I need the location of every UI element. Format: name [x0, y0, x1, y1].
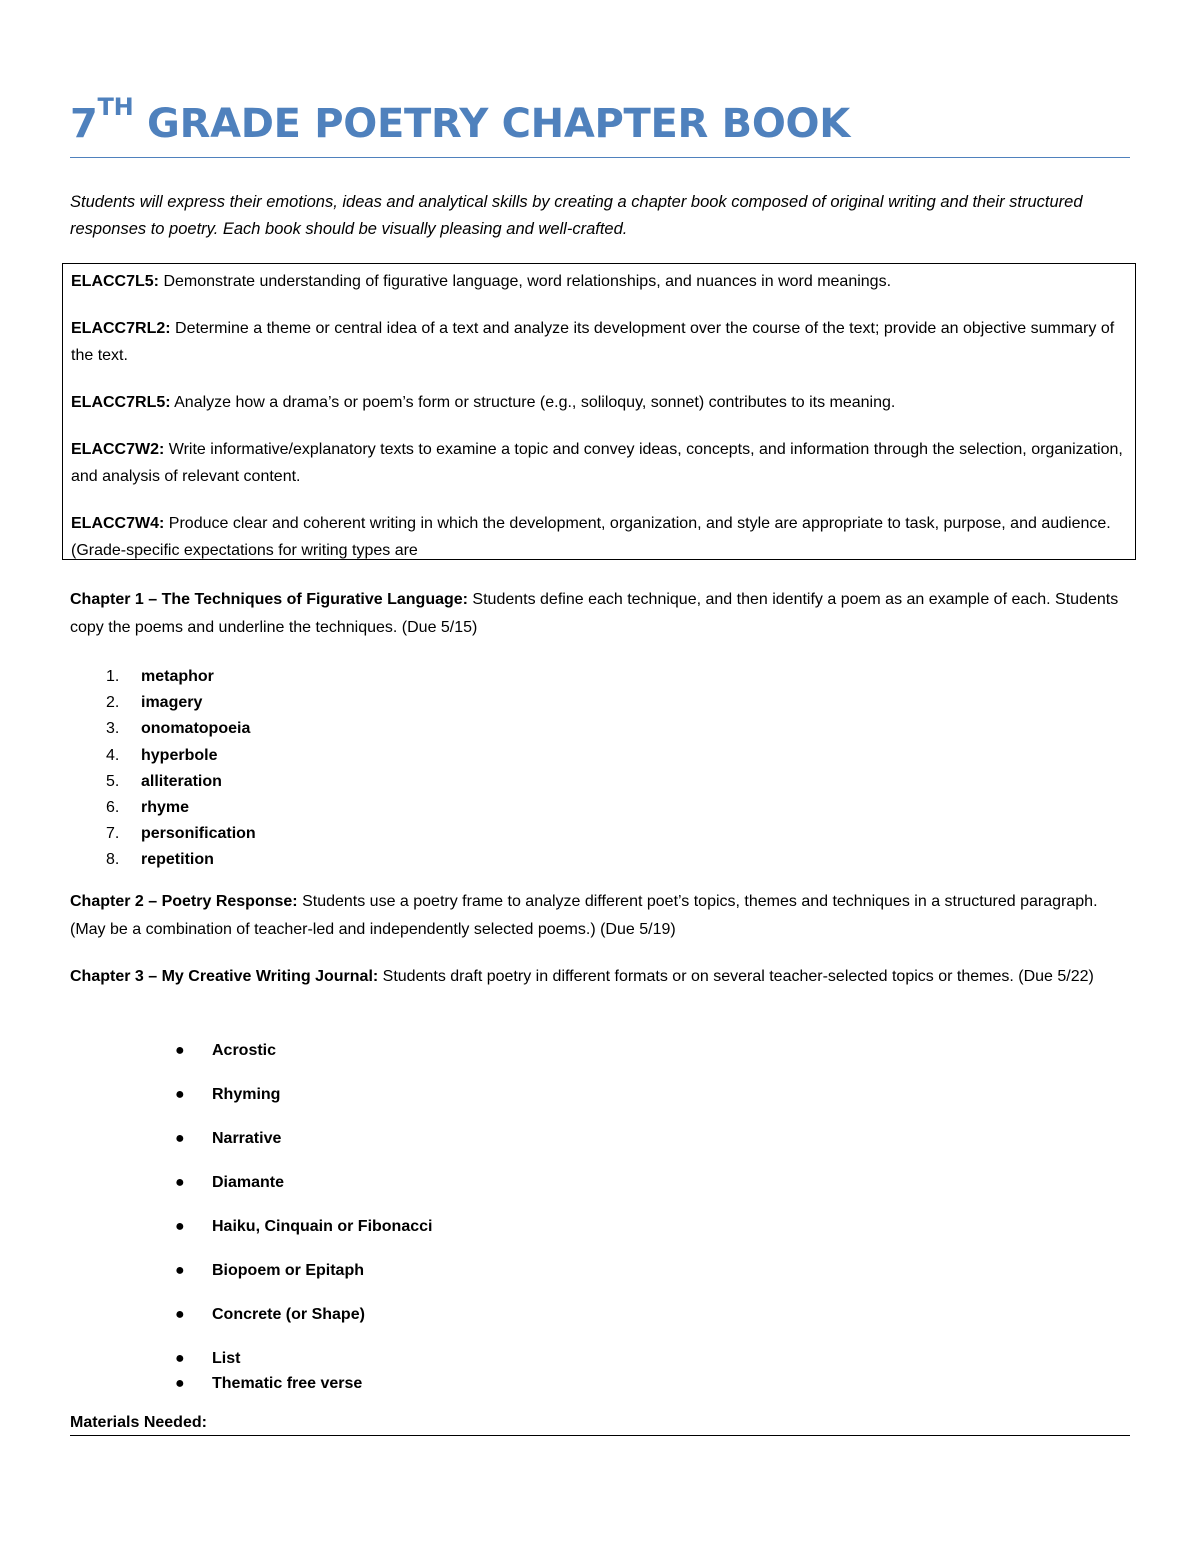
list-number: 5.	[106, 772, 120, 790]
standard-item	[71, 436, 1127, 490]
standard-item	[71, 510, 1127, 560]
list-label: Haiku, Cinquain or Fibonacci	[212, 1218, 433, 1235]
list-item	[175, 1037, 432, 1081]
chapter-3-heading: Chapter 3 – My Creative Writing Journal:	[70, 968, 379, 985]
page-title	[70, 93, 1130, 152]
list-label: onomatopoeia	[141, 720, 251, 738]
bullet-icon: ●	[175, 1262, 185, 1279]
intro-paragraph: Students will express their emotions, ideas and analytical skills by creating a chapter book composed of original writing and their structured responses to poetry. Each book should be visually pleasing and well-crafted.	[70, 193, 1083, 238]
bullet-icon: ●	[175, 1130, 185, 1147]
chapter-2-text: Students use a poetry frame to analyze different poet’s topics, themes and techniques in a structured paragraph. (May be a combination of teacher-led and independently selected poems.) (Due 5/19)	[70, 893, 1098, 938]
list-item	[175, 1370, 432, 1414]
list-item	[106, 821, 256, 847]
standard-code: ELACC7W4:	[71, 515, 165, 532]
chapter-1-text: Students define each technique, and then identify a poem as an example of each. Students copy the poems and underline the techniques. (Due 5/15)	[70, 591, 1119, 636]
list-label: hyperbole	[141, 746, 218, 764]
list-item	[175, 1081, 432, 1125]
bullet-icon: ●	[175, 1306, 185, 1323]
formats-list	[175, 1037, 432, 1414]
list-label: rhyme	[141, 799, 190, 817]
standard-text: Demonstrate understanding of figurative language, word relationships, and nuances in word meanings.	[159, 273, 892, 290]
chapter-3-text: Students draft poetry in different formats or on several teacher-selected topics or themes. (Due 5/22)	[378, 968, 1094, 985]
list-item	[175, 1169, 432, 1213]
standards-box	[62, 263, 1136, 560]
standard-item	[71, 268, 1127, 295]
title-rest: GRADE POETRY CHAPTER BOOK	[133, 101, 850, 147]
bullet-icon: ●	[175, 1086, 185, 1103]
list-label: imagery	[141, 694, 203, 712]
title-underline	[70, 157, 1130, 158]
chapter-2-paragraph	[70, 888, 1130, 943]
list-label: Narrative	[212, 1130, 282, 1147]
chapter-2-heading: Chapter 2 – Poetry Response:	[70, 893, 298, 910]
bullet-icon: ●	[175, 1174, 185, 1191]
list-item	[175, 1125, 432, 1169]
chapter-1-paragraph	[70, 586, 1130, 641]
techniques-list	[106, 664, 256, 874]
list-number: 3.	[106, 720, 120, 738]
list-item	[106, 847, 256, 873]
list-label: personification	[141, 825, 256, 843]
list-item	[106, 690, 256, 716]
chapter-1-heading: Chapter 1 – The Techniques of Figurative Language:	[70, 591, 468, 608]
list-label: Acrostic	[212, 1042, 277, 1059]
list-item	[175, 1345, 432, 1370]
list-item	[175, 1301, 432, 1345]
materials-underline	[70, 1435, 1130, 1436]
list-item	[106, 716, 256, 742]
list-number: 8.	[106, 851, 120, 869]
bullet-icon: ●	[175, 1375, 185, 1392]
standard-code: ELACC7W2:	[71, 441, 165, 458]
list-item	[106, 795, 256, 821]
list-item	[106, 769, 256, 795]
standard-text: Write informative/explanatory texts to examine a topic and convey ideas, concepts, and information through the selection, organization, and analysis of relevant content.	[71, 441, 1123, 485]
list-number: 4.	[106, 746, 120, 764]
list-label: alliteration	[141, 772, 222, 790]
list-label: repetition	[141, 851, 214, 869]
standard-item	[71, 315, 1127, 369]
bullet-icon: ●	[175, 1218, 185, 1235]
list-label: Rhyming	[212, 1086, 281, 1103]
list-item	[175, 1257, 432, 1301]
standard-code: ELACC7RL2:	[71, 320, 171, 337]
standard-text: Produce clear and coherent writing in which the development, organization, and style are appropriate to task, purpose, and audience. (Grade-specific expectations for writing types are	[71, 515, 1111, 559]
bullet-icon: ●	[175, 1350, 185, 1367]
list-label: Thematic free verse	[212, 1375, 363, 1392]
standard-code: ELACC7L5:	[71, 273, 160, 290]
standard-text: Analyze how a drama’s or poem’s form or structure (e.g., soliloquy, sonnet) contributes to its meaning.	[170, 394, 896, 411]
list-item	[175, 1213, 432, 1257]
list-number: 6.	[106, 799, 120, 817]
list-number: 1.	[106, 668, 120, 685]
list-number: 7.	[106, 825, 120, 843]
list-label: Diamante	[212, 1174, 285, 1191]
standard-text: Determine a theme or central idea of a text and analyze its development over the course of the text; provide an objective summary of the text.	[71, 320, 1115, 364]
materials-heading: Materials Needed:	[70, 1414, 207, 1431]
chapter-3-paragraph	[70, 963, 1130, 991]
standard-item	[71, 389, 1127, 416]
title-prefix: 7	[70, 101, 98, 147]
standard-code: ELACC7RL5:	[71, 394, 171, 411]
list-item	[106, 743, 256, 769]
list-number: 2.	[106, 694, 120, 712]
list-item	[106, 664, 256, 690]
bullet-icon: ●	[175, 1042, 185, 1059]
title-superscript: TH	[97, 93, 134, 121]
list-label: metaphor	[141, 668, 214, 685]
list-label: Concrete (or Shape)	[212, 1306, 365, 1323]
list-label: Biopoem or Epitaph	[212, 1262, 364, 1279]
list-label: List	[212, 1350, 241, 1367]
